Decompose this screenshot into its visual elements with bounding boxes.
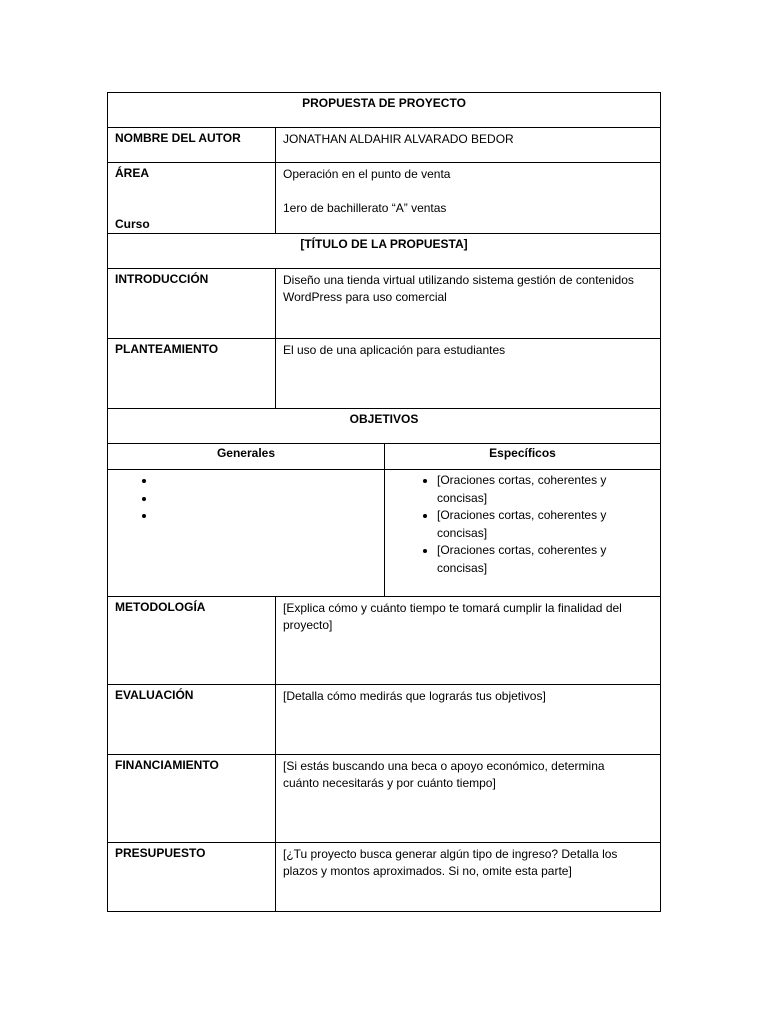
financing-row: [108, 755, 660, 843]
statement-value: El uso de una aplicación para estudiantes: [283, 343, 506, 357]
financing-label: FINANCIAMIENTO: [108, 755, 276, 842]
list-item: [156, 490, 384, 508]
proposal-title: [TÍTULO DE LA PROPUESTA]: [300, 237, 468, 251]
introduction-label: INTRODUCCIÓN: [108, 269, 276, 338]
list-item-line: concisas]: [437, 525, 488, 540]
introduction-value: [276, 269, 660, 338]
financing-line: [Si estás buscando una beca o apoyo económico, determina: [283, 759, 605, 773]
area-row: [108, 163, 660, 234]
statement-label: PLANTEAMIENTO: [108, 339, 276, 408]
objectives-list-row: [108, 470, 660, 597]
methodology-line: [Explica cómo y cuánto tiempo te tomará cumplir la finalidad del: [283, 601, 622, 615]
course-value: 1ero de bachillerato “A” ventas: [283, 201, 447, 215]
budget-line: [¿Tu proyecto busca generar algún tipo de ingreso? Detalla los: [283, 847, 618, 861]
methodology-line: proyecto]: [283, 618, 333, 632]
list-item-line: [Oraciones cortas, coherentes y: [437, 543, 607, 557]
area-value-cell: [276, 163, 660, 233]
methodology-label: METODOLOGÍA: [108, 597, 276, 684]
specific-objectives-cell: [385, 470, 660, 596]
introduction-line: Diseño una tienda virtual utilizando sistema gestión de contenidos: [283, 273, 634, 287]
proposal-title-row: [108, 234, 660, 269]
general-objectives-list: [108, 472, 384, 525]
list-item: [156, 507, 384, 525]
general-objectives-cell: [108, 470, 385, 596]
objectives-subheading-row: [108, 444, 660, 470]
course-label: Curso: [115, 217, 150, 231]
introduction-line: WordPress para uso comercial: [283, 290, 447, 304]
author-row: [108, 128, 660, 163]
objectives-heading-row: [108, 409, 660, 444]
title-row: [108, 93, 660, 128]
list-item: [437, 472, 660, 507]
budget-line: plazos y montos aproximados. Si no, omite esta parte]: [283, 864, 572, 878]
list-item: [437, 542, 660, 577]
area-label: ÁREA: [115, 166, 150, 180]
author-value: JONATHAN ALDAHIR ALVARADO BEDOR: [283, 132, 514, 146]
specific-objectives-label: Específicos: [489, 446, 556, 460]
financing-line: cuánto necesitarás y por cuánto tiempo]: [283, 776, 496, 790]
methodology-value: [276, 597, 660, 684]
author-label: NOMBRE DEL AUTOR: [108, 128, 276, 162]
evaluation-label: EVALUACIÓN: [108, 685, 276, 754]
budget-label: PRESUPUESTO: [108, 843, 276, 911]
list-item-line: [Oraciones cortas, coherentes y: [437, 473, 607, 487]
list-item: [156, 472, 384, 490]
budget-row: [108, 843, 660, 911]
specific-objectives-list: [385, 472, 660, 577]
introduction-row: [108, 269, 660, 339]
statement-row: [108, 339, 660, 409]
project-proposal-table: [107, 92, 661, 912]
methodology-row: [108, 597, 660, 685]
area-value: Operación en el punto de venta: [283, 167, 451, 181]
list-item-line: concisas]: [437, 560, 488, 575]
financing-value: [276, 755, 660, 842]
list-item-line: [Oraciones cortas, coherentes y: [437, 508, 607, 522]
budget-value: [276, 843, 660, 911]
document-title: PROPUESTA DE PROYECTO: [302, 96, 466, 110]
list-item: [437, 507, 660, 542]
general-objectives-label: Generales: [108, 444, 385, 469]
evaluation-row: [108, 685, 660, 755]
list-item-line: concisas]: [437, 490, 488, 505]
objectives-heading: OBJETIVOS: [349, 412, 419, 426]
area-label-cell: [108, 163, 276, 233]
evaluation-value: [Detalla cómo medirás que lograrás tus objetivos]: [283, 689, 546, 703]
